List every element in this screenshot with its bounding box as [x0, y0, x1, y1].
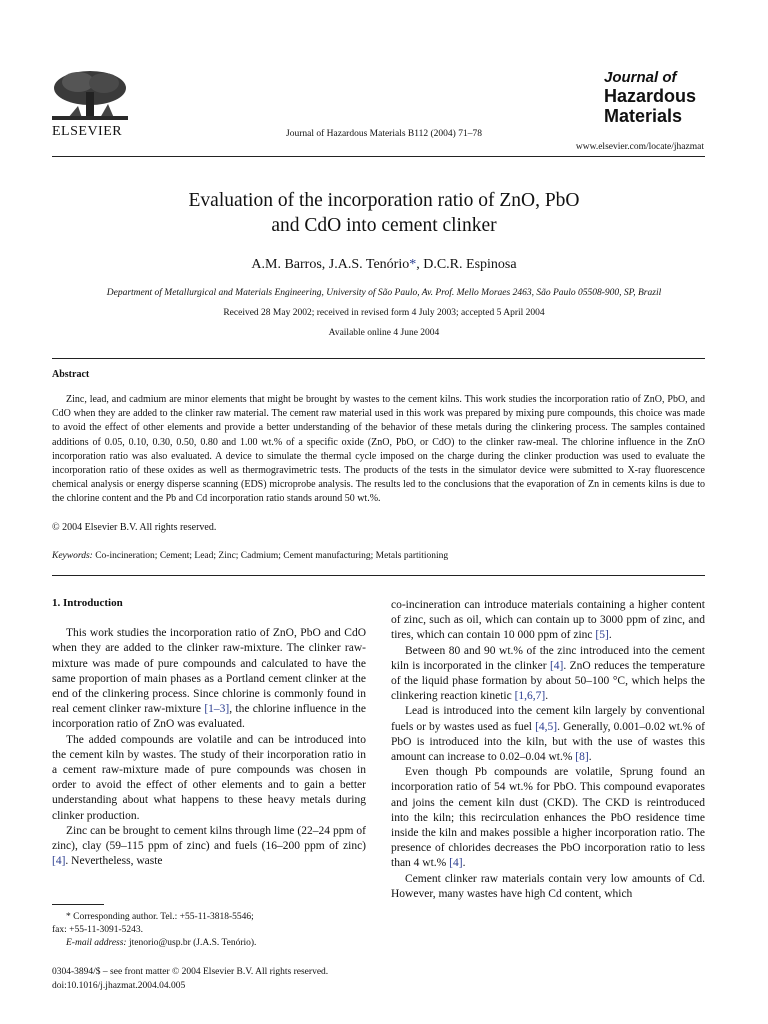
- footnote-divider: [52, 904, 104, 905]
- citation-link[interactable]: [4]: [52, 855, 66, 868]
- journal-brand: [604, 70, 696, 126]
- author-list: [0, 257, 768, 273]
- abstract-bottom-divider: [52, 575, 705, 576]
- email-address[interactable]: jtenorio@usp.br (J.A.S. Tenório).: [126, 938, 257, 948]
- paragraph-text: Lead is introduced into the cement kiln largely by conventional fuels or by wastes used as fuel: [391, 705, 705, 733]
- paragraph-text: . ZnO reduces the temperature of the liquid phase formation by about 50–100 °C, which helps the clinkering reaction kinetic: [391, 659, 705, 703]
- journal-brand-line-2: Hazardous: [604, 86, 697, 106]
- footnote: [52, 911, 372, 950]
- footnote-line-2: fax: +55-11-3091-5243.: [52, 925, 144, 935]
- citation-link[interactable]: [1–3]: [204, 703, 230, 716]
- citation-link[interactable]: [4]: [549, 659, 564, 672]
- abstract-text: Zinc, lead, and cadmium are minor elements that might be brought by wastes to the cement kilns. This work studies the incorporation ratio of ZnO, PbO, and CdO when they are added to the clinker raw material. The cement raw material used in this work was prepared by mixing pure compounds, this choice was made to avoid the effect of other elements and provide a better understanding of the behavior of these metals during the clinkering process. The samples contained additions of 0.05, 0.10, 0.30, 0.50, 0.80 and 1.00 wt.% of a specific oxide (ZnO, PbO, or CdO) to the clinker raw-meal. The chlorine influence in the ZnO incorporation ratio was also evaluated. A device to simulate the thermal cycle imposed on the charge during the clinker production was used to evaluate the incorporation ratio of these oxides as well as thermogravimetric tests. The products of the tests in the simulator device were submitted to X-ray fluorescence chemical analysis or energy disperse scanning (EDS) microprobe analysis. The results led to the conclusions that the evaporation of Zn in cements kilns is due to the chlorine content and the Pb and Cd incorporation ratio stands around 50 wt.%.: [52, 394, 705, 505]
- available-online: Available online 4 June 2004: [328, 328, 440, 338]
- paragraph: [52, 626, 366, 732]
- issn-line: 0304-3894/$ – see front matter © 2004 Elsevier B.V. All rights reserved.: [52, 967, 329, 977]
- journal-citation: Journal of Hazardous Materials B112 (2004) 71–78: [286, 129, 482, 139]
- paragraph-text: This work studies the incorporation ratio of ZnO, PbO and CdO when they are added to the clinker raw-mixture. The clinker raw-mixture was made of pure compounds and calculated to have the same proportion of main phases as a Portland cement clinker at the end of the clinkering process. Since chlorine is commonly found in real cement clinker raw-mixture: [52, 627, 366, 716]
- paragraph-text: . Generally, 0.001–0.02 wt.% of PbO is introduced into the kiln, but with the use of wastes this amount can increase to 0.02–0.04 wt.%: [391, 720, 705, 764]
- citation-link[interactable]: [4]: [449, 857, 463, 870]
- paragraph-text: .: [608, 629, 612, 642]
- authors-part-2: , D.C.R. Espinosa: [416, 257, 517, 272]
- publisher-name: ELSEVIER: [52, 124, 123, 139]
- paragraph: [391, 598, 705, 644]
- doi-line[interactable]: doi:10.1016/j.jhazmat.2004.04.005: [52, 980, 186, 991]
- citation-link[interactable]: [8]: [575, 751, 589, 764]
- body-column-left: [52, 596, 366, 869]
- paragraph-text: .: [545, 690, 549, 703]
- header-divider: [52, 156, 705, 157]
- paragraph: Cement clinker raw materials contain very low amounts of Cd. However, many wastes have high Cd content, which: [391, 872, 705, 900]
- article-title: [0, 188, 768, 238]
- footnote-line-1: * Corresponding author. Tel.: +55-11-3818-5546;: [66, 912, 254, 922]
- abstract-copyright: © 2004 Elsevier B.V. All rights reserved.: [52, 522, 217, 533]
- citation-link[interactable]: [4,5]: [535, 720, 558, 733]
- journal-brand-line-1: Journal of: [604, 69, 677, 86]
- section-heading: 1. Introduction: [52, 597, 123, 609]
- paragraph-text: .: [462, 857, 466, 870]
- corresponding-author-marker[interactable]: *: [409, 257, 417, 272]
- paragraph: [52, 824, 366, 870]
- abstract-heading: Abstract: [52, 369, 90, 380]
- paragraph: [391, 644, 705, 705]
- paragraph: The added compounds are volatile and can be introduced into the cement kiln by wastes. The study of their incorporation ratio in a cement raw-mixture made of pure compounds was chosen in order to avoid the effect of other elements and to gain a better understanding about what happens to these heavy metals during clinker production.: [52, 733, 366, 822]
- paragraph-text: Zinc can be brought to cement kilns through lime (22–24 ppm of zinc), clay (59–115 ppm of zinc) and fuels (16–200 ppm of zinc): [52, 824, 366, 853]
- citation-link[interactable]: [5]: [595, 629, 609, 642]
- authors-part-1: A.M. Barros, J.A.S. Tenório: [251, 257, 410, 272]
- paragraph-text: , the chlorine influence in the incorporation ratio of ZnO was evaluated.: [52, 703, 366, 731]
- keywords-label: Keywords:: [52, 551, 93, 561]
- paragraph: [391, 765, 705, 871]
- paragraph-text: Even though Pb compounds are volatile, Sprung found an incorporation ratio of 54 wt.% for PbO. This compound evaporates and joins the cement kiln dust (CKD). The CKD is reintroduced into the kiln; this recirculation enhances the PbO residence time inside the kiln and makes possible a higher incorporation ratio. The presence of chlorides decreases the PbO incorporation ratio to less than 4 wt.%: [391, 766, 705, 870]
- footnote-email: [52, 937, 372, 950]
- paragraph-text: Between 80 and 90 wt.% of the zinc introduced into the cement kiln is incorporated in the clinker: [391, 644, 705, 672]
- title-line-1: Evaluation of the incorporation ratio of ZnO, PbO: [188, 190, 580, 211]
- body-column-right: [391, 598, 705, 902]
- abstract-top-divider: [52, 358, 705, 359]
- received-dates: Received 28 May 2002; received in revised form 4 July 2003; accepted 5 April 2004: [223, 308, 545, 318]
- affiliation: Department of Metallurgical and Materials Engineering, University of São Paulo, Av. Prof. Mello Moraes 2463, São Paulo 05508-900, SP, Brazil: [106, 288, 662, 298]
- citation-link[interactable]: [1,6,7]: [514, 690, 546, 703]
- elsevier-tree-logo: [48, 68, 132, 122]
- email-label: E-mail address:: [66, 938, 127, 948]
- paragraph: [391, 704, 705, 765]
- front-matter: [52, 966, 328, 993]
- paragraph-text: . Nevertheless, waste: [65, 855, 163, 868]
- paragraph-text: co-incineration can introduce materials containing a higher content of zinc, such as oil, which can contain up to 3000 ppm of zinc, and tires, which can contain 10 000 ppm of zinc: [391, 599, 705, 642]
- title-line-2: and CdO into cement clinker: [271, 215, 497, 236]
- paragraph-text: .: [588, 751, 592, 764]
- journal-brand-line-3: Materials: [604, 106, 683, 126]
- keywords-list: Co-incineration; Cement; Lead; Zinc; Cadmium; Cement manufacturing; Metals partitioning: [92, 551, 449, 561]
- journal-url[interactable]: www.elsevier.com/locate/jhazmat: [575, 142, 704, 152]
- keywords: [52, 551, 448, 561]
